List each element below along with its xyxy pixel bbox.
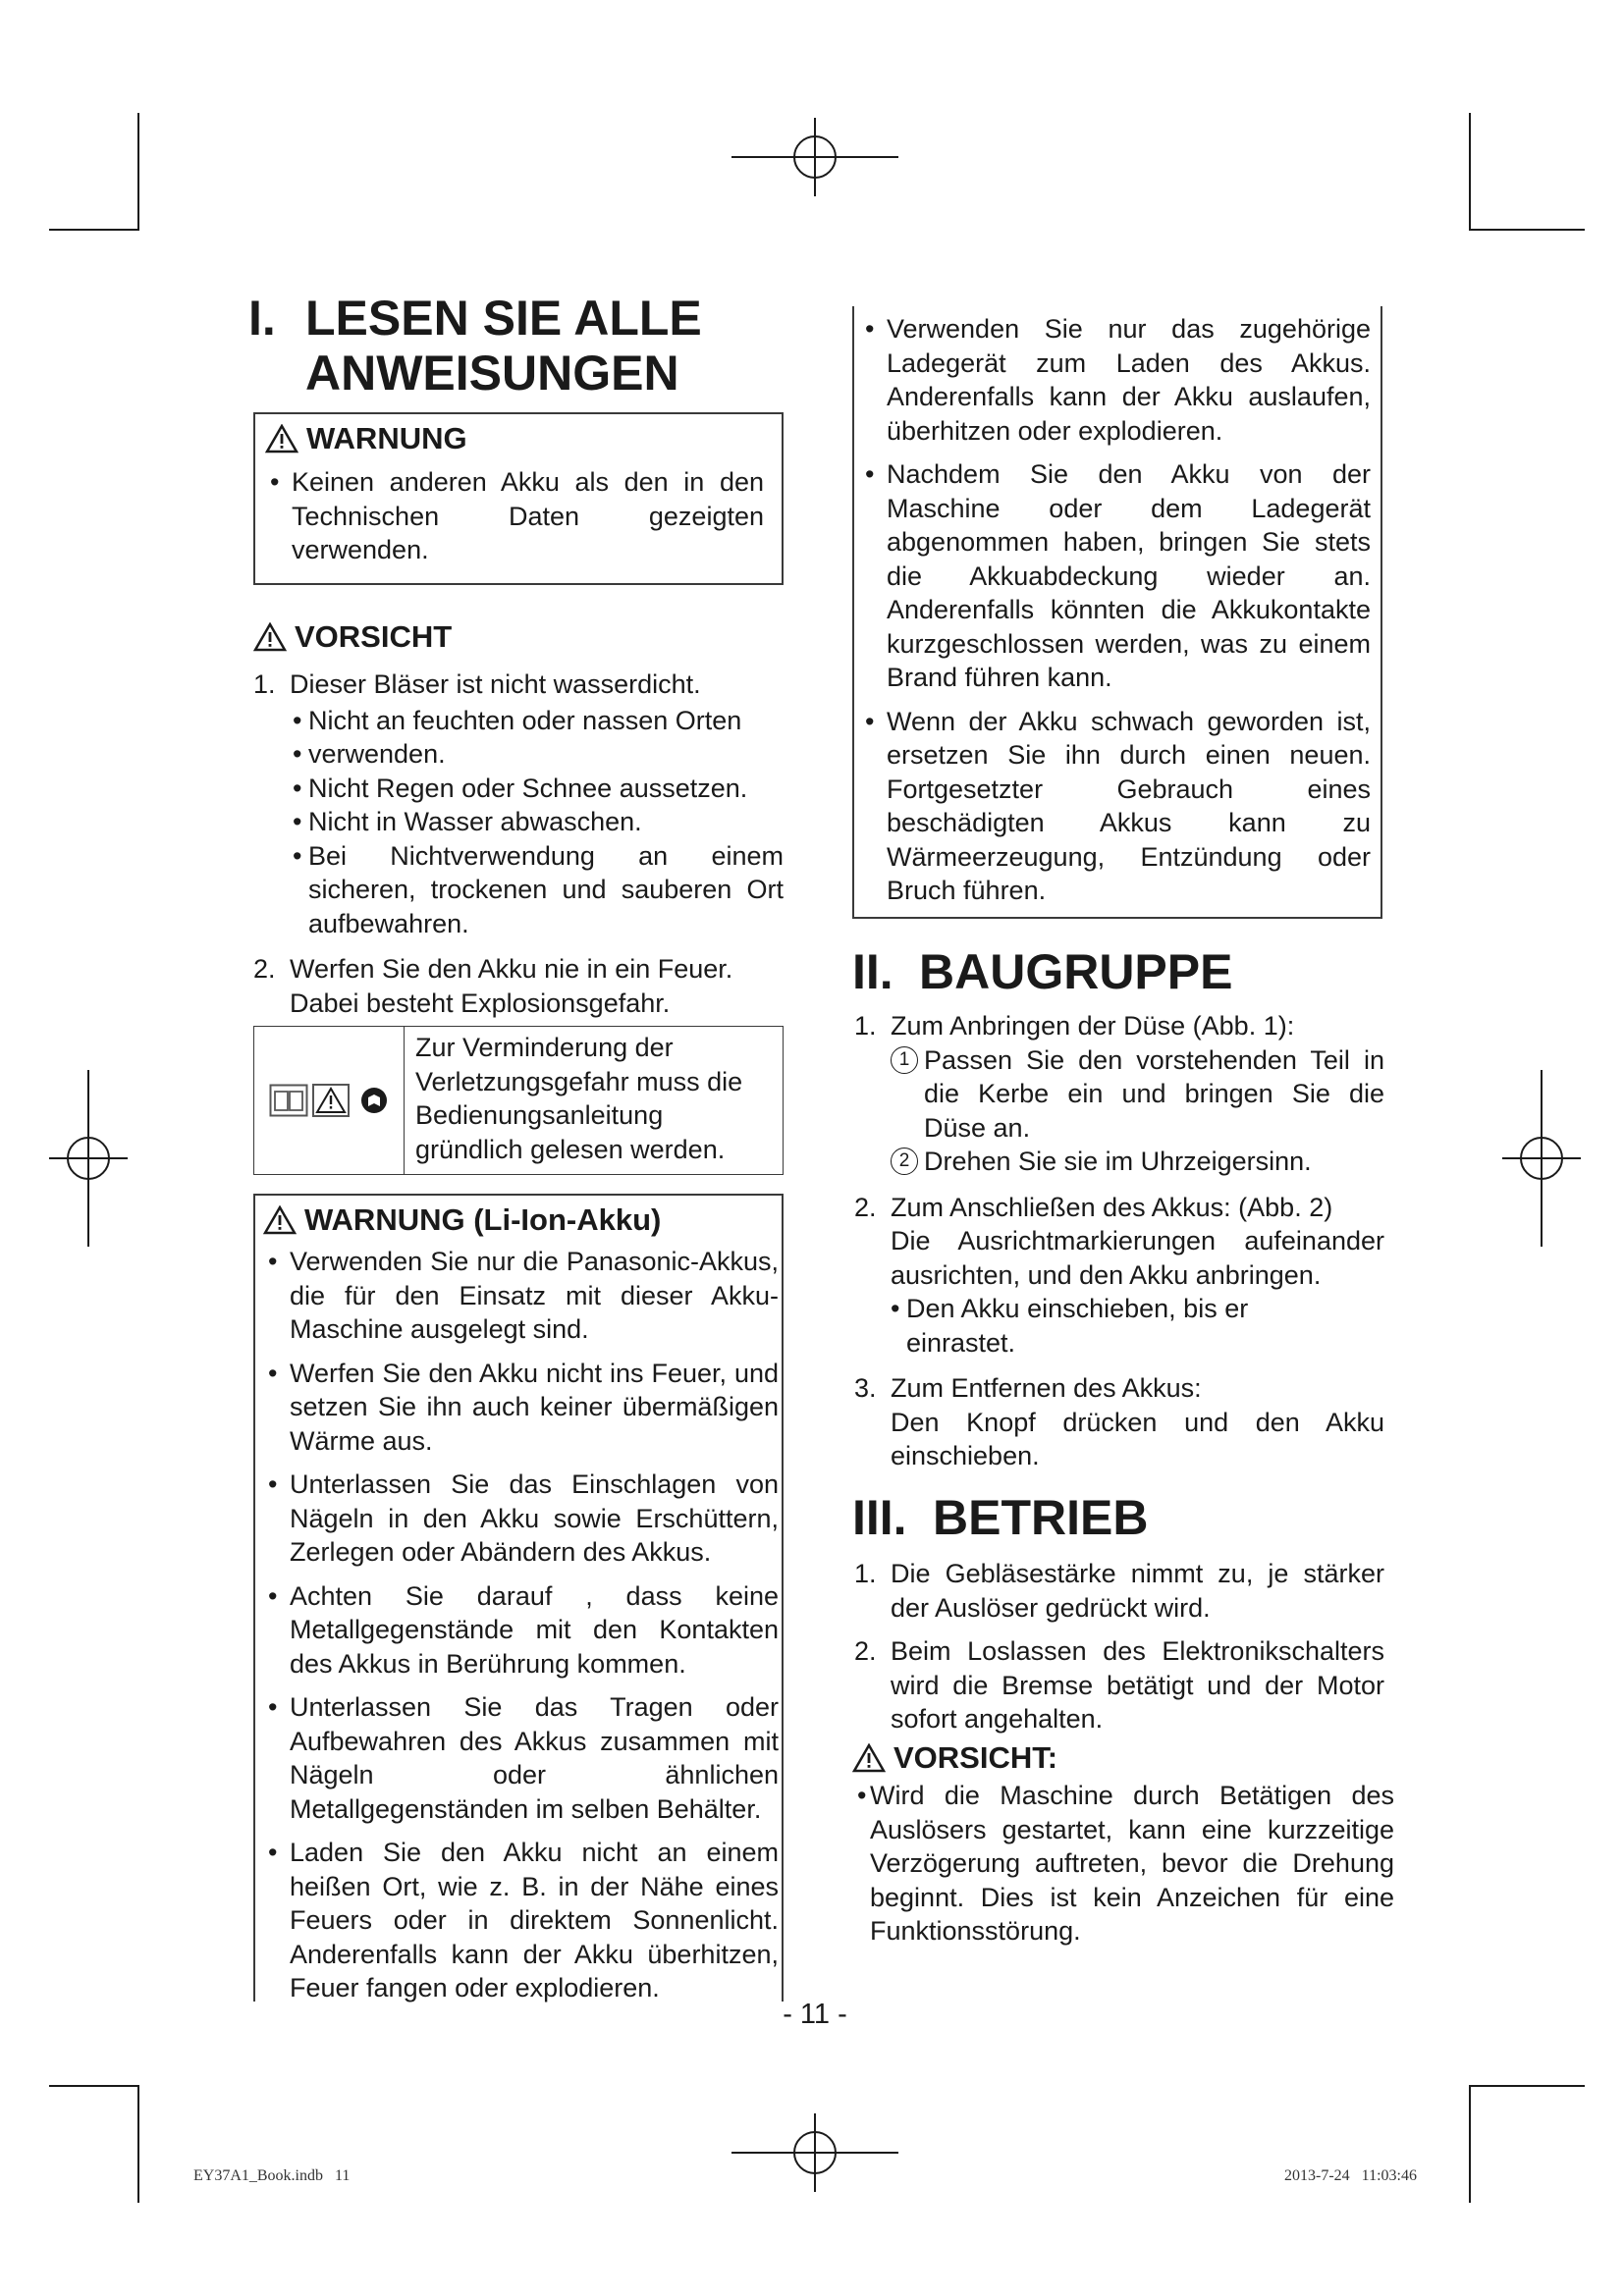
assembly-step-1-sub-2: 2 Drehen Sie sie im Uhrzeigersinn.	[854, 1145, 1384, 1179]
page-number: - 11 -	[783, 1999, 847, 2030]
warning-box	[253, 412, 784, 585]
warning-liion-item: • Achten Sie darauf , dass keine Metallgegenstände mit den Kontakten des Akkus in Berührung kommen.	[263, 1579, 779, 1682]
battery-warning-continued-box	[852, 306, 1384, 919]
caution-subitem: • Nicht an feuchten oder nassen Orten	[293, 704, 784, 738]
caution-section	[253, 618, 784, 1030]
section-3-heading: III. BETRIEB	[852, 1490, 1149, 1545]
warning-triangle-icon	[852, 1743, 886, 1773]
warning-liion-item: • Unterlassen Sie das Einschlagen von Nägeln in den Akku sowie Erschüttern, Zerlegen oder Abändern des Akkus.	[263, 1468, 779, 1570]
assembly-step-2-sub: • Den Akku einschieben, bis er einrastet.	[891, 1292, 1319, 1360]
operation-caution-text: • Wird die Maschine durch Betätigen des Auslösers gestartet, kann eine kurzzeitige Verzögerung auftreten, bevor die Drehung beginnt. Dies ist kein Anzeichen für eine Funktionsstörung.	[852, 1779, 1394, 1949]
read-manual-note	[253, 1026, 784, 1175]
caution-heading: VORSICHT	[253, 618, 784, 656]
warning-triangle-icon	[263, 1205, 297, 1235]
section-1-title-line-2: ANWEISUNGEN	[305, 346, 679, 400]
warning-liion-item: • Verwenden Sie nur die Panasonic-Akkus, die für den Einsatz mit dieser Akku-Maschine ausgelegt sind.	[263, 1245, 779, 1347]
warning-triangle-icon	[253, 622, 287, 652]
battery-warning-item: • Nachdem Sie den Akku von der Maschine oder dem Ladegerät abgenommen haben, bringen Sie stets die Akkuabdeckung wieder an. Anderenfalls könnten die Akkukontakte kurzgeschlossen werden, was zu einem Brand führen kann.	[860, 457, 1371, 695]
battery-warning-item: • Wenn der Akku schwach geworden ist, ersetzen Sie ihn durch einen neuen. Fortgesetzter Gebrauch eines beschädigten Akkus kann zu Wärmeerzeugung, Entzündung oder Bruch führen.	[860, 705, 1371, 908]
caution-subitem: • Nicht in Wasser abwaschen.	[293, 805, 784, 839]
warning-triangle-icon	[265, 424, 298, 454]
operation-step-1: 1. Die Gebläsestärke nimmt zu, je stärker der Auslöser gedrückt wird.	[854, 1559, 1384, 1623]
registration-mark-top	[722, 113, 908, 201]
assembly-step-2: 2. Zum Anschließen des Akkus: (Abb. 2) Die Ausrichtmarkierungen aufeinander ausrichten, und den Akku anbringen.	[854, 1192, 1384, 1290]
section-2-steps	[854, 1009, 1384, 1483]
section-2-heading: II. BAUGRUPPE	[852, 944, 1233, 999]
operation-step-2: 2. Beim Loslassen des Elektronikschalters wird die Bremse betätigt und der Motor sofort angehalten.	[854, 1636, 1384, 1734]
registration-mark-left	[44, 1065, 133, 1252]
section-1-heading	[248, 291, 798, 400]
section-1-numeral: I.	[248, 291, 276, 346]
section-1-title-line-1: LESEN SIE ALLE	[305, 291, 702, 346]
caution-item-2: 2. Werfen Sie den Akku nie in ein Feuer. Dabei besteht Explosionsgefahr.	[253, 954, 733, 1018]
caution-item-1: 1. Dieser Bläser ist nicht wasserdicht.	[253, 669, 701, 699]
caution-subitem: • verwenden.	[293, 737, 784, 772]
section-3-steps	[854, 1557, 1384, 1746]
warning-liion-box	[253, 1194, 785, 2002]
caution-subitem: • Bei Nichtverwendung an einem sicheren, trockenen und sauberen Ort aufbewahren.	[293, 839, 784, 941]
registration-mark-bottom	[722, 2109, 908, 2197]
book-icon	[269, 1084, 308, 1117]
operation-caution	[852, 1739, 1394, 1958]
read-manual-text: Zur Verminderung der Verletzungsgefahr muss die Bedienungsanleitung gründlich gelesen werden.	[415, 1033, 743, 1164]
operation-caution-heading: VORSICHT:	[852, 1739, 1394, 1777]
read-manual-icon	[359, 1086, 389, 1115]
assembly-step-1-sub-1: 1 Passen Sie den vorstehenden Teil in die Kerbe ein und bringen Sie die Düse an.	[854, 1043, 1384, 1146]
footer-file-name: EY37A1_Book.indb 11	[193, 2167, 351, 2184]
registration-mark-right	[1497, 1065, 1586, 1252]
step-marker: 2	[891, 1148, 918, 1175]
warning-triangle-icon	[312, 1084, 350, 1117]
assembly-step-1: 1. Zum Anbringen der Düse (Abb. 1):	[854, 1011, 1295, 1041]
battery-warning-item: • Verwenden Sie nur das zugehörige Ladegerät zum Laden des Akkus. Anderenfalls kann der Akku auslaufen, überhitzen oder explodieren.	[860, 312, 1371, 448]
warning-liion-heading: WARNUNG (Li-Ion-Akku)	[263, 1201, 779, 1239]
caution-subitem: • Nicht Regen oder Schnee aussetzen.	[293, 772, 784, 806]
footer-timestamp: 2013-7-24 11:03:46	[1284, 2167, 1417, 2184]
section-3-title: BETRIEB	[933, 1490, 1149, 1545]
section-2-title: BAUGRUPPE	[919, 944, 1233, 999]
step-marker: 1	[891, 1046, 918, 1074]
warning-heading: WARNUNG	[265, 420, 764, 457]
warning-liion-item: • Unterlassen Sie das Tragen oder Aufbewahren des Akkus zusammen mit Nägeln oder ähnlichen Metallgegenständen im selben Behälter.	[263, 1690, 779, 1826]
warning-liion-item: • Werfen Sie den Akku nicht ins Feuer, und setzen Sie ihn auch keiner übermäßigen Wärme aus.	[263, 1357, 779, 1459]
warning-item: • Keinen anderen Akku als den in den Technischen Daten gezeigten verwenden.	[265, 465, 764, 567]
warning-liion-item: • Laden Sie den Akku nicht an einem heißen Ort, wie z. B. in der Nähe eines Feuers oder in direktem Sonnenlicht. Anderenfalls kann der Akku überhitzen, Feuer fangen oder explodieren.	[263, 1836, 779, 2005]
assembly-step-3: 3. Zum Entfernen des Akkus: Den Knopf drücken und den Akku einschieben.	[854, 1373, 1384, 1470]
